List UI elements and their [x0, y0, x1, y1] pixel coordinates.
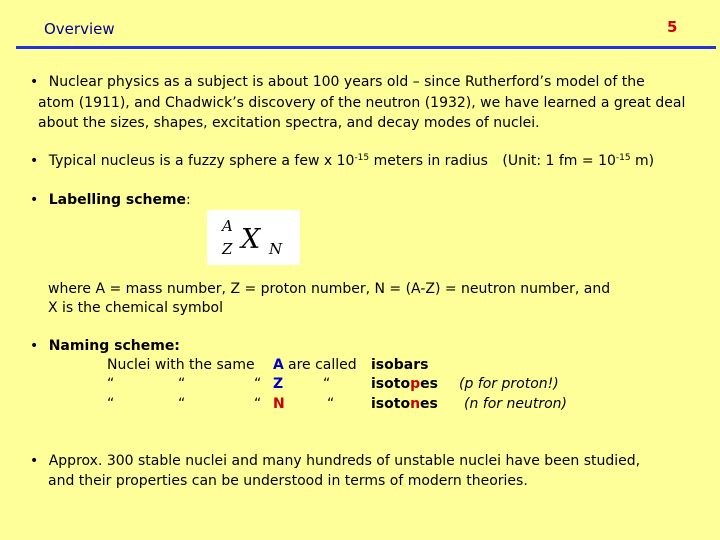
naming-row-isobars-lead: Nuclei with the same	[107, 357, 255, 373]
naming-term-isotones: isotones	[371, 396, 438, 412]
bullet-marker: •	[30, 153, 39, 169]
bullet-marker: •	[30, 453, 39, 469]
naming-scheme-label: Naming scheme:	[48, 338, 180, 354]
ditto-mark: “	[254, 376, 262, 392]
bullet-2	[30, 153, 654, 169]
bullet-5-line-1: Approx. 300 stable nuclei and many hundreds of unstable nuclei have been studied,	[48, 453, 641, 469]
naming-row-isotopes-var: Z	[273, 376, 284, 392]
bullet-1	[30, 74, 645, 90]
where-line-2: X is the chemical symbol	[48, 300, 223, 316]
bullet-1-line-2: atom (1911), and Chadwick’s discovery of the neutron (1932), we have learned a great deal	[38, 95, 686, 111]
labelling-scheme-label: Labelling scheme	[48, 192, 187, 208]
bullet-3	[30, 192, 191, 208]
naming-term-isobars: isobars	[371, 357, 429, 373]
isotopes-note: (p for proton!)	[459, 376, 559, 392]
formula-chemical-symbol: X	[241, 224, 261, 255]
ditto-mark: “	[178, 376, 186, 392]
bullet-5-line-2: and their properties can be understood in terms of modern theories.	[48, 473, 528, 489]
naming-row-isobars-rest: are called	[288, 357, 357, 373]
bullet-marker: •	[30, 338, 39, 354]
naming-term-isotopes: isotopes	[371, 376, 438, 392]
unit-exponent: -15	[615, 153, 631, 163]
page-number: 5	[667, 18, 678, 36]
ditto-mark: “	[107, 396, 115, 412]
unit-post: m)	[630, 153, 655, 169]
formula-proton-number: Z	[222, 240, 233, 258]
bullet-marker: •	[30, 74, 39, 90]
ditto-mark: “	[327, 396, 335, 412]
bullet-1-line-1: Nuclear physics as a subject is about 100 years old – since Rutherford’s model of the	[48, 74, 645, 90]
naming-row-isobars-var: A	[273, 357, 284, 373]
slide-title: Overview	[44, 20, 115, 38]
ditto-mark: “	[107, 376, 115, 392]
ditto-mark: “	[323, 376, 331, 392]
labelling-colon: :	[186, 192, 191, 208]
isotones-note: (n for neutron)	[464, 396, 567, 412]
ditto-mark: “	[254, 396, 262, 412]
bullet-5	[30, 453, 640, 469]
bullet-marker: •	[30, 192, 39, 208]
nucleus-size-mid: meters in radius	[369, 153, 488, 169]
bullet-1-line-3: about the sizes, shapes, excitation spectra, and decay modes of nuclei.	[38, 115, 540, 131]
nuclide-notation-formula	[207, 210, 300, 265]
nucleus-size-pre: Typical nucleus is a fuzzy sphere a few x 10	[48, 153, 355, 169]
formula-neutron-number: N	[269, 240, 283, 258]
title-divider	[16, 46, 716, 49]
formula-mass-number: A	[222, 217, 233, 235]
ditto-mark: “	[178, 396, 186, 412]
unit-pre: (Unit: 1 fm = 10	[502, 153, 616, 169]
naming-row-isotones-var: N	[273, 396, 285, 412]
where-line-1: where A = mass number, Z = proton number, N = (A-Z) = neutron number, and	[48, 281, 611, 297]
exponent: -15	[354, 153, 370, 163]
bullet-4	[30, 338, 180, 354]
